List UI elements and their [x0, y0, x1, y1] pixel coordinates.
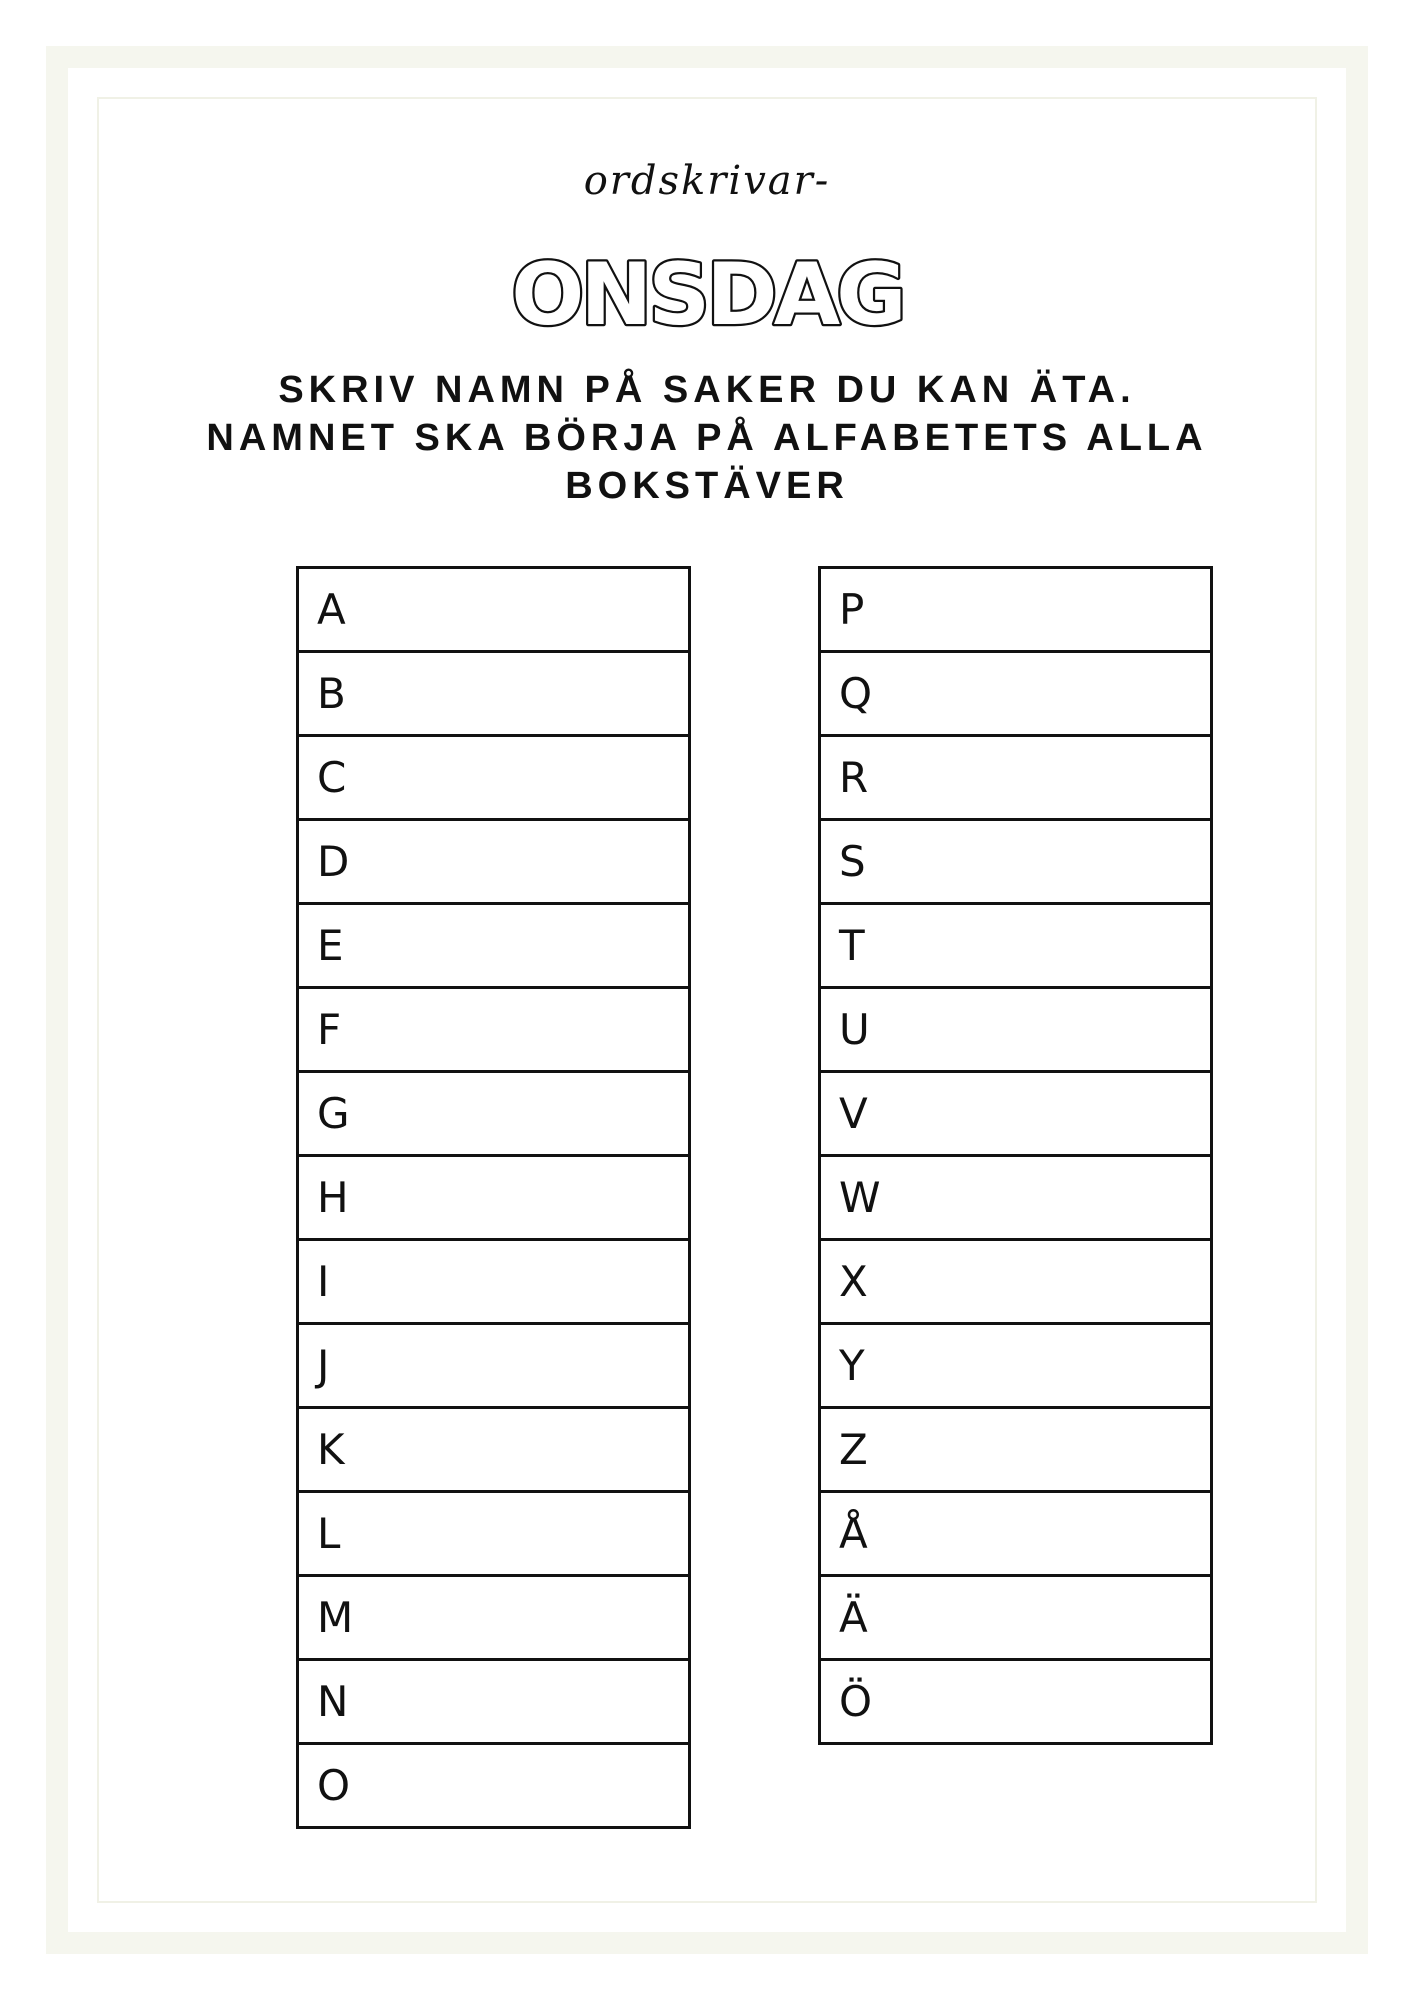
letter-row[interactable]	[820, 988, 1212, 1072]
letter-label: P	[839, 585, 865, 634]
letter-label: Q	[839, 669, 873, 718]
letter-label: I	[317, 1257, 330, 1306]
letter-label: U	[839, 1005, 870, 1054]
letter-label: A	[317, 585, 346, 634]
letter-row[interactable]	[298, 736, 690, 820]
letter-label: G	[317, 1089, 350, 1138]
letter-label: H	[317, 1173, 349, 1222]
letter-row[interactable]	[298, 1072, 690, 1156]
page-subtitle: ordskrivar-	[583, 158, 831, 204]
letter-row[interactable]	[298, 904, 690, 988]
letter-label: N	[317, 1677, 349, 1726]
letter-row[interactable]	[820, 1492, 1212, 1576]
letter-label: X	[839, 1257, 868, 1306]
letter-row[interactable]	[820, 1660, 1212, 1744]
letter-row[interactable]	[298, 1156, 690, 1240]
letter-row[interactable]	[820, 568, 1212, 652]
letter-label: M	[317, 1593, 354, 1642]
letter-label: D	[317, 837, 350, 886]
letter-row[interactable]	[820, 904, 1212, 988]
letter-label: Å	[839, 1509, 868, 1558]
letter-label: C	[317, 753, 347, 802]
letter-row[interactable]	[820, 1408, 1212, 1492]
letter-label: Z	[839, 1425, 868, 1474]
letter-row[interactable]	[298, 1744, 690, 1828]
letter-row[interactable]	[820, 1324, 1212, 1408]
letter-row[interactable]	[298, 1408, 690, 1492]
instruction-line: SKRIV NAMN PÅ SAKER DU KAN ÄTA.	[278, 369, 1136, 411]
letter-label: B	[317, 669, 346, 718]
letter-row[interactable]	[298, 1240, 690, 1324]
letter-label: J	[317, 1341, 330, 1390]
letter-label: W	[839, 1173, 881, 1222]
instructions	[160, 366, 1254, 510]
page-title-text: ONSDAG	[511, 245, 903, 345]
letter-row[interactable]	[820, 1156, 1212, 1240]
letter-label: R	[839, 753, 869, 802]
letter-label: V	[839, 1089, 868, 1138]
letter-label: L	[317, 1509, 341, 1558]
letter-label: K	[317, 1425, 345, 1474]
letter-row[interactable]	[298, 1324, 690, 1408]
letter-row[interactable]	[820, 1576, 1212, 1660]
instruction-line: NAMNET SKA BÖRJA PÅ ALFABETETS ALLA	[206, 417, 1208, 459]
letter-table-right	[818, 566, 1213, 1745]
letter-label: T	[839, 921, 865, 970]
page-title	[507, 236, 907, 346]
letter-label: E	[317, 921, 344, 970]
letter-table-left	[296, 566, 691, 1829]
letter-row[interactable]	[298, 652, 690, 736]
letter-row[interactable]	[820, 736, 1212, 820]
letter-row[interactable]	[820, 820, 1212, 904]
letter-row[interactable]	[820, 1240, 1212, 1324]
letter-row[interactable]	[298, 568, 690, 652]
letter-row[interactable]	[298, 988, 690, 1072]
letter-row[interactable]	[820, 1072, 1212, 1156]
letter-row[interactable]	[820, 652, 1212, 736]
letter-label: O	[317, 1761, 351, 1810]
letter-label: Ö	[839, 1677, 873, 1726]
letter-label: Ä	[839, 1593, 868, 1642]
letter-label: F	[317, 1005, 342, 1054]
instruction-line: BOKSTÄVER	[565, 465, 849, 507]
letter-label: S	[839, 837, 866, 886]
letter-label: Y	[839, 1341, 865, 1390]
letter-row[interactable]	[298, 1492, 690, 1576]
letter-row[interactable]	[298, 1660, 690, 1744]
letter-row[interactable]	[298, 1576, 690, 1660]
letter-row[interactable]	[298, 820, 690, 904]
